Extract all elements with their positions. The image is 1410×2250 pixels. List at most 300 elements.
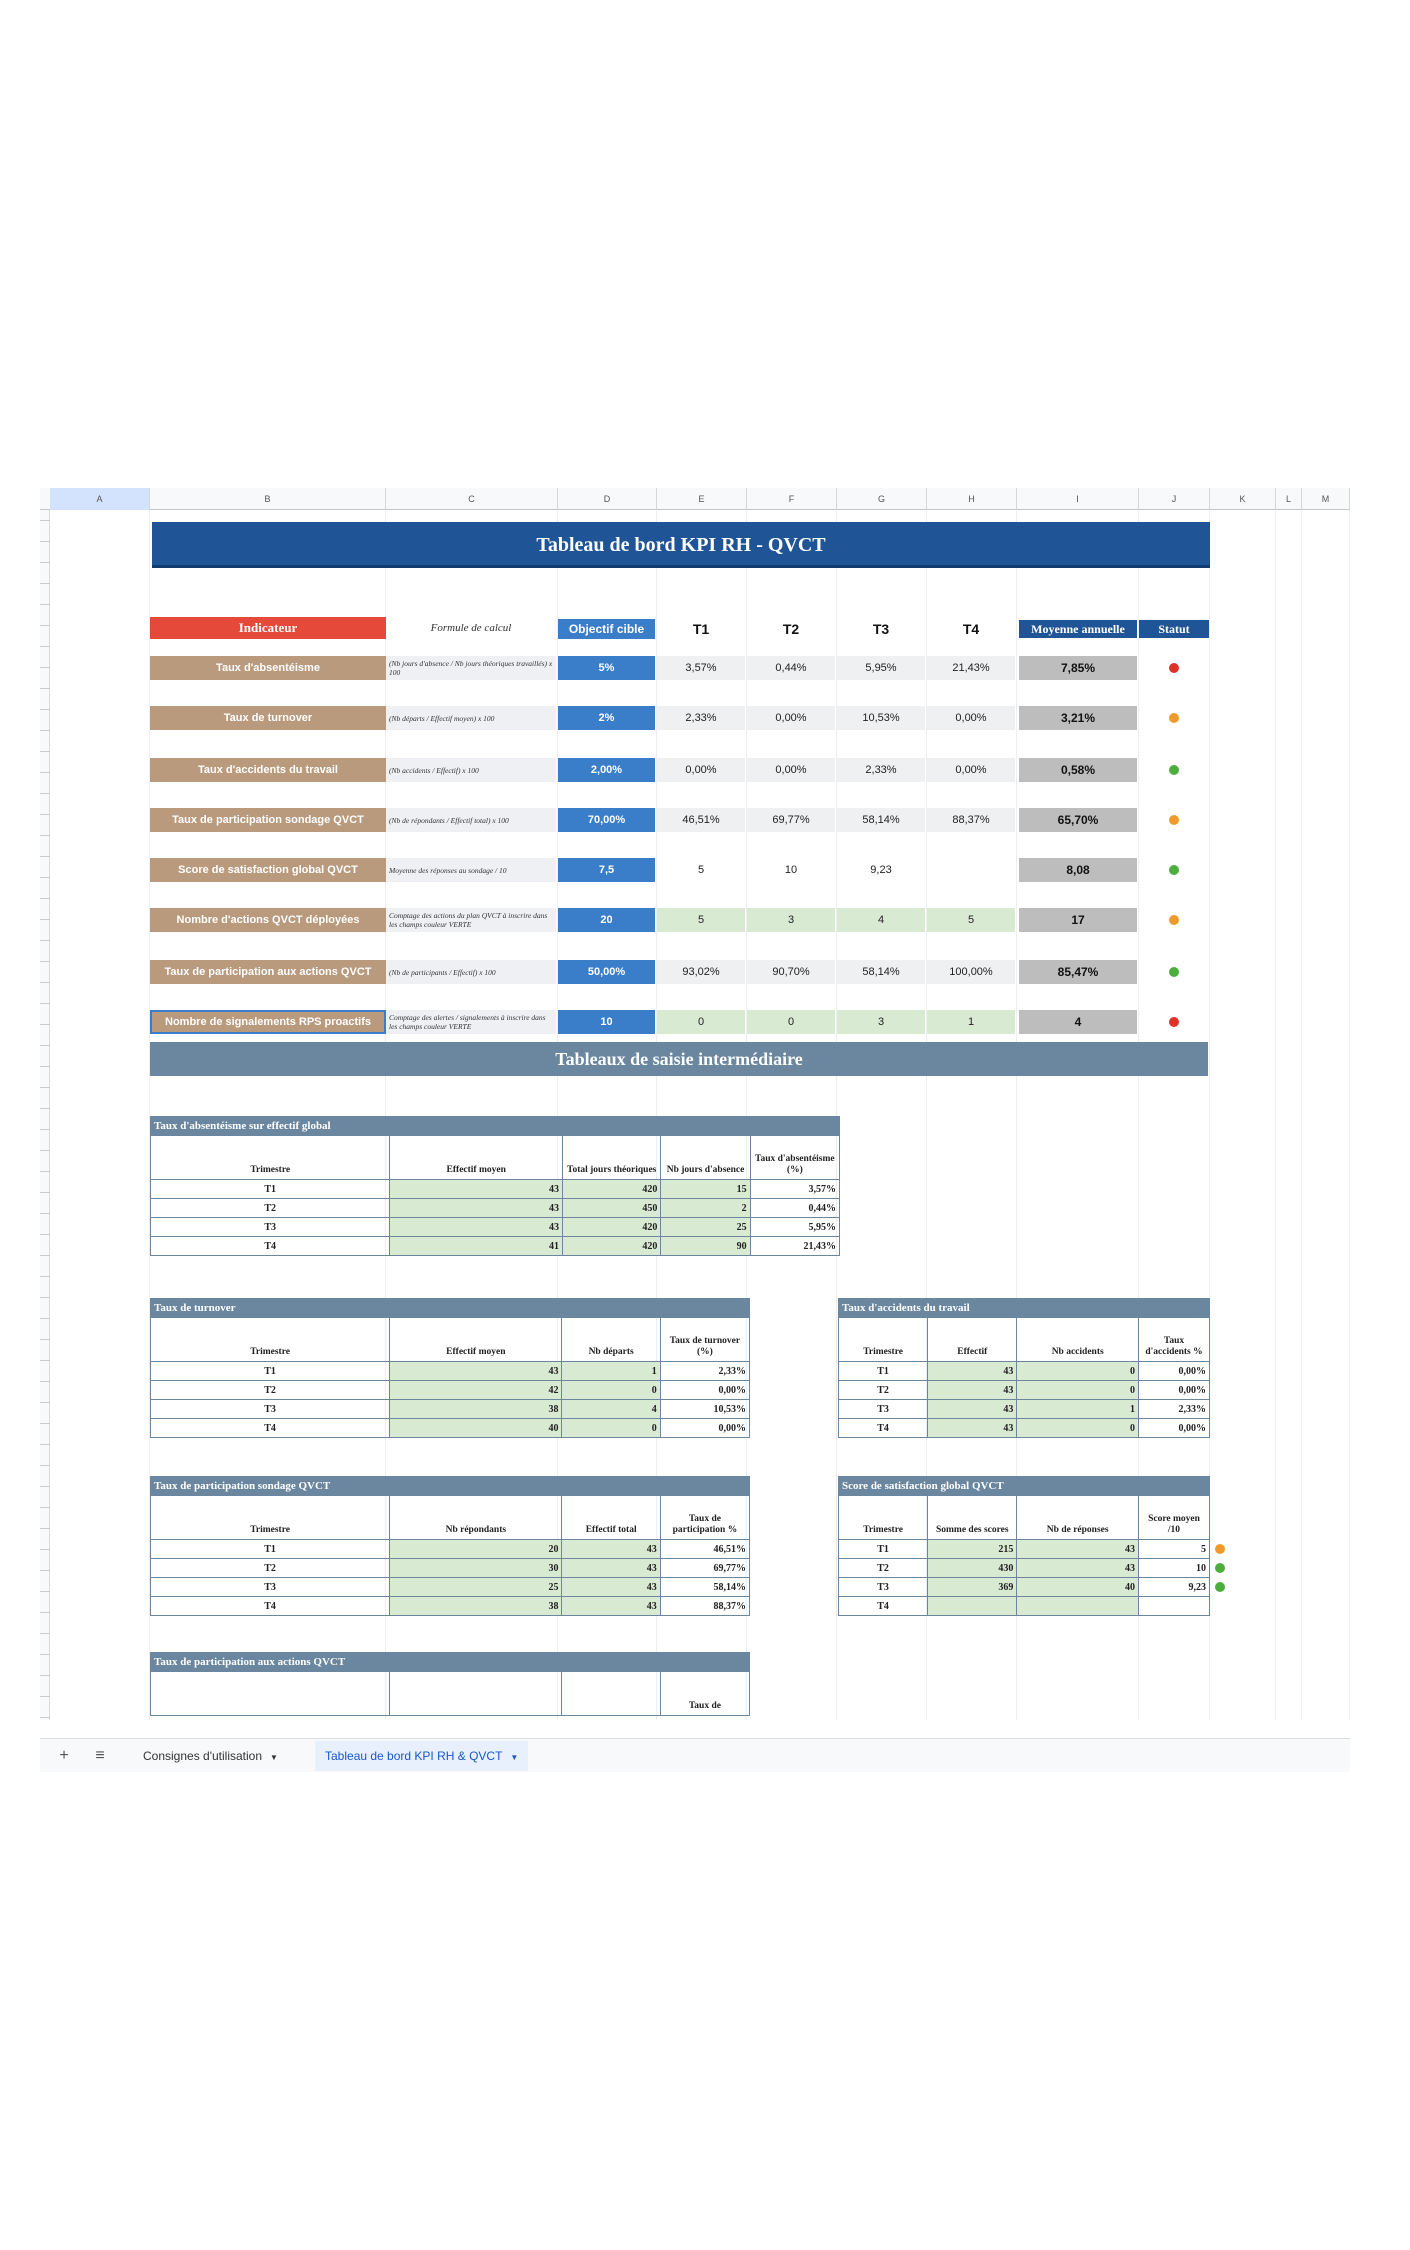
kpi-indicator-name[interactable]: Taux de participation aux actions QVCT (150, 960, 386, 984)
kpi-indicator-name[interactable]: Nombre de signalements RPS proactifs (150, 1010, 386, 1034)
status-green-dot-icon (1215, 1582, 1225, 1592)
table-title: Taux de turnover (151, 1299, 750, 1318)
table-cell[interactable]: 3,57% (750, 1180, 839, 1199)
row-tick (40, 1528, 50, 1529)
row-tick (40, 856, 50, 857)
accidents-table (838, 1298, 1210, 1438)
row-tick (40, 1486, 50, 1487)
kpi-indicator-name[interactable]: Nombre d'actions QVCT déployées (150, 908, 386, 932)
table-cell[interactable]: 0 (562, 1419, 660, 1438)
row-tick (40, 1612, 50, 1613)
table-column-header[interactable]: Taux de turnover (%) (660, 1318, 749, 1362)
kpi-t3-value[interactable]: 4 (837, 908, 925, 932)
table-cell[interactable]: 41 (390, 1237, 563, 1256)
kpi-formula[interactable]: (Nb jours d'absence / Nb jours théoriques travaillés) x 100 (386, 656, 556, 680)
chevron-down-icon[interactable]: ▼ (510, 1753, 519, 1762)
kpi-status-cell[interactable] (1139, 960, 1209, 984)
table-title: Score de satisfaction global QVCT (839, 1477, 1210, 1496)
table-row (151, 1559, 750, 1578)
table-cell[interactable]: 43 (562, 1559, 660, 1578)
kpi-target[interactable]: 20 (558, 908, 655, 932)
status-orange-dot-icon (1215, 1544, 1225, 1554)
row-tick (40, 1255, 50, 1256)
kpi-target[interactable]: 5% (558, 656, 655, 680)
table-cell[interactable]: 5,95% (750, 1218, 839, 1237)
kpi-t4-value[interactable] (927, 858, 1015, 882)
quarter-label[interactable]: T2 (839, 1381, 928, 1400)
quarter-label[interactable]: T3 (151, 1578, 390, 1597)
kpi-t4-value[interactable]: 5 (927, 908, 1015, 932)
kpi-t4-value[interactable]: 88,37% (927, 808, 1015, 832)
table-cell[interactable]: 43 (928, 1400, 1017, 1419)
absenteeism-table (150, 1116, 840, 1256)
table-cell[interactable]: 43 (1017, 1559, 1139, 1578)
kpi-formula[interactable]: (Nb accidents / Effectif) x 100 (386, 758, 556, 782)
kpi-t1-value[interactable]: 46,51% (657, 808, 745, 832)
quarter-label[interactable]: T2 (151, 1199, 390, 1218)
table-cell[interactable]: 46,51% (660, 1540, 749, 1559)
chevron-down-icon[interactable]: ▼ (270, 1753, 278, 1762)
table-cell[interactable]: 43 (390, 1199, 563, 1218)
column-header-b[interactable]: B (150, 488, 386, 510)
table-column-header[interactable]: Total jours théoriques (562, 1136, 660, 1180)
quarter-label[interactable]: T4 (151, 1419, 390, 1438)
row-tick (40, 1087, 50, 1088)
kpi-t2-value[interactable]: 90,70% (747, 960, 835, 984)
table-cell[interactable]: 43 (1017, 1540, 1139, 1559)
row-tick (40, 1108, 50, 1109)
table-cell[interactable]: 40 (390, 1419, 562, 1438)
table-cell[interactable]: 10 (1139, 1559, 1210, 1578)
kpi-average[interactable]: 85,47% (1019, 960, 1137, 984)
table-column-header[interactable]: Taux de (660, 1672, 749, 1716)
kpi-average[interactable]: 8,08 (1019, 858, 1137, 882)
row-tick (40, 835, 50, 836)
quarter-label[interactable]: T1 (151, 1540, 390, 1559)
table-cell[interactable]: 9,23 (1139, 1578, 1210, 1597)
column-header-c[interactable]: C (386, 488, 558, 510)
column-header-k[interactable]: K (1210, 488, 1276, 510)
column-header-h[interactable]: H (927, 488, 1017, 510)
kpi-t2-value[interactable]: 10 (747, 858, 835, 882)
row-tick (40, 688, 50, 689)
table-row (839, 1419, 1210, 1438)
kpi-target[interactable]: 2,00% (558, 758, 655, 782)
row-tick (40, 1633, 50, 1634)
header-t2[interactable]: T2 (782, 621, 800, 637)
quarter-label[interactable]: T3 (839, 1400, 928, 1419)
row-tick (40, 982, 50, 983)
table-row (839, 1381, 1210, 1400)
kpi-status-cell[interactable] (1139, 808, 1209, 832)
quarter-label[interactable]: T4 (151, 1597, 390, 1616)
table-column-header[interactable]: Nb accidents (1017, 1318, 1139, 1362)
sheet-tab-bar (40, 1738, 1350, 1772)
table-row (151, 1199, 840, 1218)
table-cell[interactable]: 20 (390, 1540, 562, 1559)
table-cell[interactable]: 0 (562, 1381, 660, 1400)
table-cell[interactable] (928, 1597, 1017, 1616)
table-cell[interactable]: 0,00% (660, 1419, 749, 1438)
table-cell[interactable]: 0,00% (660, 1381, 749, 1400)
header-indicator[interactable]: Indicateur (150, 617, 386, 639)
row-tick (40, 1024, 50, 1025)
kpi-formula[interactable]: Comptage des actions du plan QVCT à inscrire dans les champs couleur VERTE (386, 908, 556, 932)
kpi-average[interactable]: 65,70% (1019, 808, 1137, 832)
table-cell[interactable]: 69,77% (660, 1559, 749, 1578)
table-row (839, 1597, 1210, 1616)
table-cell[interactable]: 0 (1017, 1381, 1139, 1400)
kpi-t4-value[interactable]: 21,43% (927, 656, 1015, 680)
quarter-label[interactable]: T4 (839, 1597, 928, 1616)
row-tick (40, 1045, 50, 1046)
kpi-average[interactable]: 4 (1019, 1010, 1137, 1034)
grid-column-line (836, 510, 837, 1720)
quarter-label[interactable]: T4 (151, 1237, 390, 1256)
table-title: Taux d'absentéisme sur effectif global (151, 1117, 840, 1136)
kpi-target[interactable]: 7,5 (558, 858, 655, 882)
table-title: Taux d'accidents du travail (839, 1299, 1210, 1318)
kpi-status-cell[interactable] (1139, 656, 1209, 680)
kpi-t1-value[interactable]: 0,00% (657, 758, 745, 782)
table-column-header[interactable]: Nb répondants (390, 1496, 562, 1540)
table-cell[interactable]: 10,53% (660, 1400, 749, 1419)
table-cell[interactable]: 0,44% (750, 1199, 839, 1218)
table-cell[interactable]: 420 (562, 1218, 660, 1237)
row-tick (40, 1192, 50, 1193)
table-row (151, 1597, 750, 1616)
row-tick (40, 772, 50, 773)
table-cell[interactable]: 369 (928, 1578, 1017, 1597)
table-cell[interactable]: 42 (390, 1381, 562, 1400)
column-header-d[interactable]: D (558, 488, 657, 510)
table-row (151, 1578, 750, 1597)
kpi-average[interactable]: 17 (1019, 908, 1137, 932)
kpi-t1-value[interactable]: 5 (657, 908, 745, 932)
table-cell[interactable]: 430 (928, 1559, 1017, 1578)
status-green-dot-icon (1215, 1563, 1225, 1573)
table-column-header[interactable]: Effectif moyen (390, 1318, 562, 1362)
table-cell[interactable]: 215 (928, 1540, 1017, 1559)
table-cell[interactable]: 43 (562, 1540, 660, 1559)
header-formula[interactable]: Formule de calcul (430, 622, 512, 634)
column-header-g[interactable]: G (837, 488, 927, 510)
table-column-header[interactable]: Effectif total (562, 1496, 660, 1540)
table-row (839, 1400, 1210, 1419)
row-tick (40, 1591, 50, 1592)
grid-column-line (1275, 510, 1276, 1720)
turnover-table (150, 1298, 750, 1438)
column-header-i[interactable]: I (1017, 488, 1139, 510)
table-cell[interactable]: 25 (661, 1218, 750, 1237)
quarter-label[interactable]: T3 (151, 1218, 390, 1237)
row-tick (40, 1150, 50, 1151)
spreadsheet-grid[interactable] (40, 488, 1350, 1743)
table-cell[interactable]: 43 (390, 1362, 562, 1381)
row-tick (40, 625, 50, 626)
kpi-indicator-name[interactable]: Taux de participation sondage QVCT (150, 808, 386, 832)
kpi-target[interactable]: 70,00% (558, 808, 655, 832)
table-cell[interactable]: 38 (390, 1597, 562, 1616)
row-gutter (40, 510, 50, 1720)
kpi-t4-value[interactable]: 0,00% (927, 706, 1015, 730)
kpi-indicator-name[interactable]: Score de satisfaction global QVCT (150, 858, 386, 882)
table-cell[interactable]: 43 (928, 1381, 1017, 1400)
kpi-indicator-name[interactable]: Taux d'accidents du travail (150, 758, 386, 782)
kpi-t3-value[interactable]: 5,95% (837, 656, 925, 680)
table-cell[interactable]: 0,00% (1139, 1362, 1210, 1381)
kpi-indicator-name[interactable]: Taux de turnover (150, 706, 386, 730)
tab-consignes[interactable]: Consignes d'utilisation ▼ (143, 1749, 278, 1763)
table-cell[interactable]: 450 (562, 1199, 660, 1218)
column-header-j[interactable]: J (1139, 488, 1210, 510)
row-tick (40, 520, 50, 521)
table-cell[interactable]: 0,00% (1139, 1381, 1210, 1400)
kpi-t1-value[interactable]: 2,33% (657, 706, 745, 730)
table-cell[interactable]: 25 (390, 1578, 562, 1597)
table-cell[interactable]: 2,33% (1139, 1400, 1210, 1419)
dashboard-title: Tableau de bord KPI RH - QVCT (152, 522, 1210, 568)
column-header-e[interactable]: E (657, 488, 747, 510)
table-cell[interactable]: 4 (562, 1400, 660, 1419)
row-tick (40, 1297, 50, 1298)
row-tick (40, 1171, 50, 1172)
table-column-header[interactable]: Score moyen /10 (1139, 1496, 1210, 1540)
survey-table (150, 1476, 750, 1616)
header-t1[interactable]: T1 (692, 621, 710, 637)
kpi-status-cell[interactable] (1139, 908, 1209, 932)
kpi-formula[interactable]: Moyenne des réponses au sondage / 10 (386, 858, 556, 882)
kpi-average[interactable]: 0,58% (1019, 758, 1137, 782)
table-column-header[interactable]: Taux de participation % (660, 1496, 749, 1540)
kpi-t4-value[interactable]: 0,00% (927, 758, 1015, 782)
grid-column-line (1301, 510, 1302, 1720)
table-cell[interactable]: 21,43% (750, 1237, 839, 1256)
row-tick (40, 1675, 50, 1676)
table-column-header[interactable]: Nb de réponses (1017, 1496, 1139, 1540)
row-tick (40, 1423, 50, 1424)
table-cell[interactable]: 30 (390, 1559, 562, 1578)
table-cell[interactable]: 1 (562, 1362, 660, 1381)
kpi-t3-value[interactable]: 58,14% (837, 808, 925, 832)
kpi-target[interactable]: 10 (558, 1010, 655, 1034)
header-t3[interactable]: T3 (872, 621, 890, 637)
table-cell[interactable]: 5 (1139, 1540, 1210, 1559)
kpi-target[interactable]: 2% (558, 706, 655, 730)
kpi-t3-value[interactable]: 3 (837, 1010, 925, 1034)
kpi-t2-value[interactable]: 0,00% (747, 706, 835, 730)
table-row (839, 1540, 1210, 1559)
table-row (839, 1362, 1210, 1381)
row-tick (40, 961, 50, 962)
row-tick (40, 940, 50, 941)
column-header-m[interactable]: M (1302, 488, 1350, 510)
table-row (839, 1559, 1210, 1578)
table-cell[interactable]: 90 (661, 1237, 750, 1256)
row-tick (40, 814, 50, 815)
row-tick (40, 1402, 50, 1403)
row-tick (40, 1444, 50, 1445)
table-cell[interactable]: 0 (1017, 1419, 1139, 1438)
table-column-header[interactable]: Nb départs (562, 1318, 660, 1362)
kpi-target[interactable]: 50,00% (558, 960, 655, 984)
status-green-dot-icon (1169, 865, 1179, 875)
quarter-label[interactable]: T1 (839, 1362, 928, 1381)
status-orange-dot-icon (1169, 713, 1179, 723)
kpi-formula[interactable]: (Nb départs / Effectif moyen) x 100 (386, 706, 556, 730)
table-cell[interactable]: 43 (928, 1362, 1017, 1381)
row-tick (40, 1507, 50, 1508)
kpi-t3-value[interactable]: 2,33% (837, 758, 925, 782)
table-column-header[interactable]: Trimestre (151, 1496, 390, 1540)
table-cell[interactable]: 420 (562, 1180, 660, 1199)
table-cell[interactable]: 2,33% (660, 1362, 749, 1381)
kpi-t2-value[interactable]: 0,44% (747, 656, 835, 680)
header-t4[interactable]: T4 (962, 621, 980, 637)
kpi-t2-value[interactable]: 0,00% (747, 758, 835, 782)
table-column-header[interactable]: Trimestre (839, 1318, 928, 1362)
kpi-formula[interactable]: (Nb de répondants / Effectif total) x 100 (386, 808, 556, 832)
quarter-label[interactable]: T4 (839, 1419, 928, 1438)
kpi-t3-value[interactable]: 10,53% (837, 706, 925, 730)
row-tick (40, 793, 50, 794)
header-target[interactable]: Objectif cible (558, 619, 655, 639)
kpi-status-cell[interactable] (1139, 758, 1209, 782)
kpi-t3-value[interactable]: 9,23 (837, 858, 925, 882)
kpi-t4-value[interactable]: 1 (927, 1010, 1015, 1034)
kpi-status-cell[interactable] (1139, 1010, 1209, 1034)
kpi-t1-value[interactable]: 93,02% (657, 960, 745, 984)
table-cell[interactable]: 43 (390, 1218, 563, 1237)
kpi-formula[interactable]: Comptage des alertes / signalements à inscrire dans les champs couleur VERTE (386, 1010, 556, 1034)
table-cell[interactable]: 88,37% (660, 1597, 749, 1616)
quarter-label[interactable]: T1 (151, 1362, 390, 1381)
table-column-header[interactable]: Taux d'absentéisme (%) (750, 1136, 839, 1180)
table-cell[interactable]: 0,00% (1139, 1419, 1210, 1438)
section-title: Tableaux de saisie intermédiaire (150, 1042, 1208, 1076)
table-column-header[interactable] (562, 1672, 660, 1716)
quarter-label[interactable]: T3 (839, 1578, 928, 1597)
row-tick (40, 751, 50, 752)
row-tick (40, 1696, 50, 1697)
table-column-header[interactable] (390, 1672, 562, 1716)
table-cell[interactable]: 0 (1017, 1362, 1139, 1381)
kpi-t1-value[interactable]: 5 (657, 858, 745, 882)
row-tick (40, 541, 50, 542)
table-column-header[interactable]: Effectif (928, 1318, 1017, 1362)
tab-tableau-de-bord[interactable]: Tableau de bord KPI RH & QVCT ▼ (315, 1741, 528, 1771)
table-cell[interactable]: 2 (661, 1199, 750, 1218)
table-row (151, 1237, 840, 1256)
kpi-t1-value[interactable]: 0 (657, 1010, 745, 1034)
kpi-t2-value[interactable]: 69,77% (747, 808, 835, 832)
table-cell[interactable]: 43 (562, 1597, 660, 1616)
row-tick (40, 667, 50, 668)
table-cell[interactable]: 38 (390, 1400, 562, 1419)
kpi-indicator-name[interactable]: Taux d'absentéisme (150, 656, 386, 680)
column-header-l[interactable]: L (1276, 488, 1302, 510)
row-tick (40, 604, 50, 605)
table-column-header[interactable] (151, 1672, 390, 1716)
kpi-t2-value[interactable]: 0 (747, 1010, 835, 1034)
quarter-label[interactable]: T3 (151, 1400, 390, 1419)
kpi-formula[interactable]: (Nb de participants / Effectif) x 100 (386, 960, 556, 984)
table-column-header[interactable]: Somme des scores (928, 1496, 1017, 1540)
header-status[interactable]: Statut (1139, 620, 1209, 638)
table-column-header[interactable]: Trimestre (151, 1136, 390, 1180)
kpi-status-cell[interactable] (1139, 706, 1209, 730)
row-tick (40, 1549, 50, 1550)
kpi-t2-value[interactable]: 3 (747, 908, 835, 932)
column-header-bar (40, 488, 1350, 510)
row-tick (40, 1654, 50, 1655)
plus-icon[interactable]: + (59, 1747, 69, 1764)
table-cell[interactable]: 58,14% (660, 1578, 749, 1597)
header-average[interactable]: Moyenne annuelle (1019, 620, 1137, 638)
table-row (151, 1381, 750, 1400)
row-tick (40, 730, 50, 731)
table-cell[interactable]: 43 (928, 1419, 1017, 1438)
table-cell[interactable] (1139, 1597, 1210, 1616)
table-column-header[interactable]: Trimestre (839, 1496, 928, 1540)
kpi-t3-value[interactable]: 58,14% (837, 960, 925, 984)
table-row (151, 1362, 750, 1381)
column-header-a[interactable]: A (50, 488, 150, 510)
row-tick (40, 646, 50, 647)
table-row (151, 1218, 840, 1237)
quarter-label[interactable]: T1 (839, 1540, 928, 1559)
table-column-header[interactable]: Trimestre (151, 1318, 390, 1362)
row-tick (40, 1570, 50, 1571)
table-column-header[interactable]: Taux d'accidents % (1139, 1318, 1210, 1362)
row-tick (40, 562, 50, 563)
table-column-header[interactable]: Effectif moyen (390, 1136, 563, 1180)
row-tick (40, 1717, 50, 1718)
table-cell[interactable]: 43 (390, 1180, 563, 1199)
kpi-t4-value[interactable]: 100,00% (927, 960, 1015, 984)
quarter-label[interactable]: T2 (151, 1559, 390, 1578)
table-row (151, 1419, 750, 1438)
table-title: Taux de participation sondage QVCT (151, 1477, 750, 1496)
row-tick (40, 877, 50, 878)
table-row (151, 1540, 750, 1559)
kpi-average[interactable]: 3,21% (1019, 706, 1137, 730)
status-green-dot-icon (1169, 765, 1179, 775)
table-cell[interactable]: 43 (562, 1578, 660, 1597)
table-cell[interactable]: 40 (1017, 1578, 1139, 1597)
row-tick (40, 1339, 50, 1340)
quarter-label[interactable]: T1 (151, 1180, 390, 1199)
quarter-label[interactable]: T2 (151, 1381, 390, 1400)
column-header-f[interactable]: F (747, 488, 837, 510)
table-cell[interactable]: 15 (661, 1180, 750, 1199)
row-tick (40, 583, 50, 584)
table-cell[interactable]: 1 (1017, 1400, 1139, 1419)
kpi-t1-value[interactable]: 3,57% (657, 656, 745, 680)
kpi-average[interactable]: 7,85% (1019, 656, 1137, 680)
actions-participation-table (150, 1652, 750, 1716)
kpi-status-cell[interactable] (1139, 858, 1209, 882)
menu-icon[interactable]: ≡ (95, 1747, 105, 1764)
row-tick (40, 1276, 50, 1277)
table-row (151, 1400, 750, 1419)
quarter-label[interactable]: T2 (839, 1559, 928, 1578)
table-cell[interactable] (1017, 1597, 1139, 1616)
table-column-header[interactable]: Nb jours d'absence (661, 1136, 750, 1180)
table-cell[interactable]: 420 (562, 1237, 660, 1256)
status-red-dot-icon (1169, 1017, 1179, 1027)
status-orange-dot-icon (1169, 815, 1179, 825)
